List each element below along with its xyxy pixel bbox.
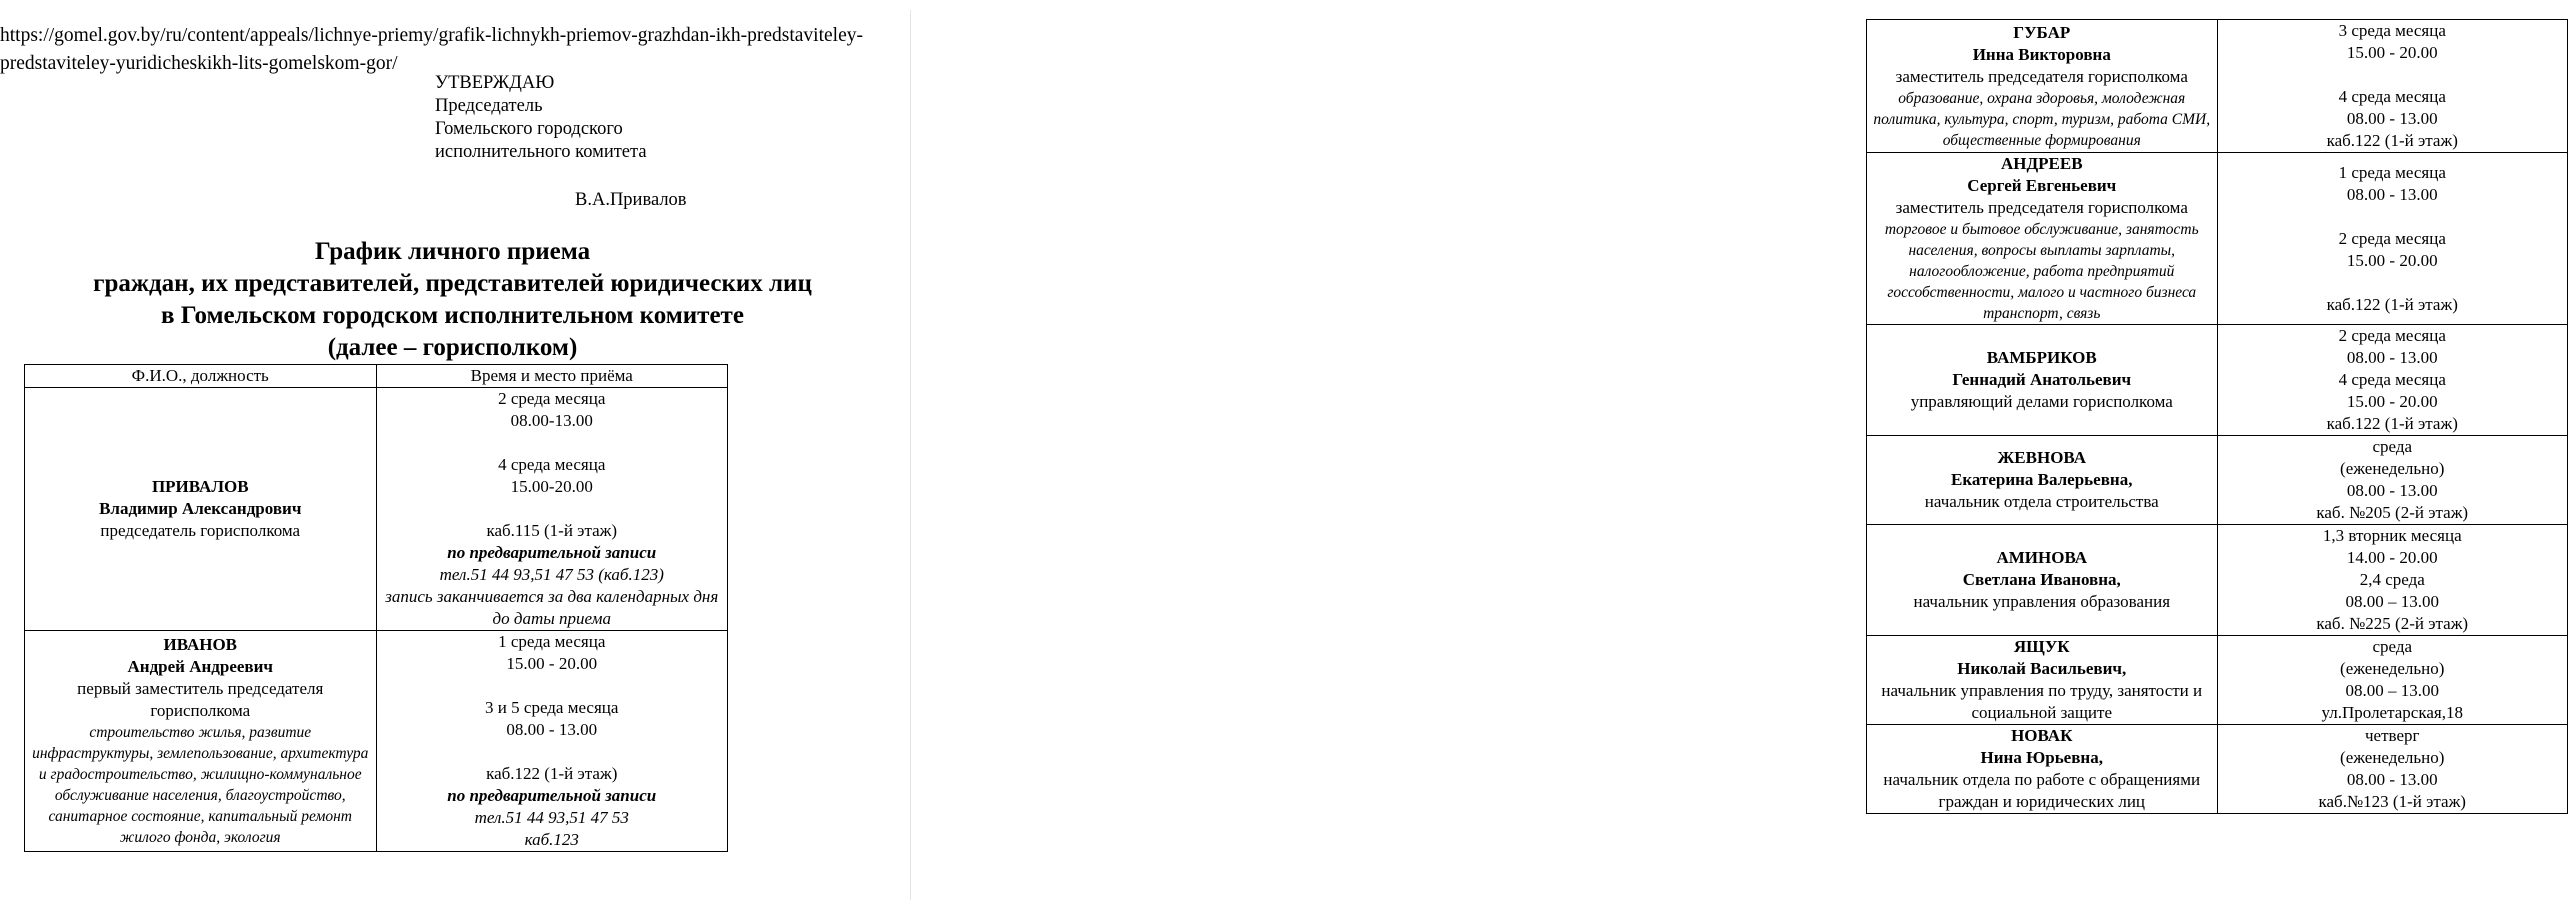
official-position: начальник управления по труду, занятости и социальной защите bbox=[1881, 681, 2203, 722]
official-cell bbox=[1867, 325, 2218, 436]
schedule-line: каб. №205 (2-й этаж) bbox=[2316, 503, 2469, 522]
official-duties: строительство жилья, развитие инфраструктуры, землепользование, архитектура и градостроительство, жилищно-коммунальное обслуживание населения, благоустройство, санитарное состояние, капитальный ремонт жилого фонда, экология bbox=[32, 724, 369, 846]
schedule-line: по предварительной записи bbox=[447, 786, 657, 805]
table-header-row bbox=[25, 365, 728, 388]
schedule-line: 08.00 - 13.00 bbox=[2346, 348, 2438, 367]
schedule-line: 3 и 5 среда месяца bbox=[485, 698, 619, 717]
schedule-line: ул.Пролетарская,18 bbox=[2321, 703, 2463, 722]
official-cell bbox=[25, 388, 377, 631]
schedule-table-right bbox=[1866, 19, 2568, 814]
schedule-line: каб. №225 (2-й этаж) bbox=[2316, 614, 2469, 633]
table-row bbox=[1867, 153, 2568, 325]
table-row bbox=[25, 631, 728, 852]
table-row bbox=[1867, 525, 2568, 636]
schedule-line: 15.00-20.00 bbox=[510, 477, 593, 496]
title-line: (далее – горисполком) bbox=[327, 334, 578, 361]
table-row bbox=[1867, 325, 2568, 436]
official-position: начальник отдела строительства bbox=[1924, 492, 2159, 511]
reception-cell bbox=[2217, 725, 2568, 814]
approval-block bbox=[435, 72, 647, 164]
official-cell bbox=[1867, 153, 2218, 325]
approval-line: исполнительного комитета bbox=[435, 142, 647, 162]
schedule-line: 08.00 - 13.00 bbox=[2346, 770, 2438, 789]
schedule-line: 2,4 среда bbox=[2359, 570, 2425, 589]
official-given-names: Нина Юрьевна, bbox=[1980, 748, 2103, 767]
schedule-line: 08.00 - 13.00 bbox=[2346, 481, 2438, 500]
schedule-line: каб.№123 (1-й этаж) bbox=[2318, 792, 2466, 811]
schedule-line: по предварительной записи bbox=[447, 543, 657, 562]
title-line: граждан, их представителей, представителей юридических лиц bbox=[93, 270, 812, 297]
official-surname: ЯЩУК bbox=[2013, 637, 2070, 656]
header-time-place: Время и место приёма bbox=[376, 365, 728, 388]
official-surname: ЖЕВНОВА bbox=[1997, 448, 2086, 467]
table-row bbox=[1867, 636, 2568, 725]
title-line: График личного приема bbox=[314, 238, 591, 265]
approval-line: Председатель bbox=[435, 96, 543, 116]
official-cell bbox=[25, 631, 377, 852]
official-surname: АМИНОВА bbox=[1996, 548, 2088, 567]
schedule-line: 1 среда месяца bbox=[2338, 162, 2446, 182]
schedule-line: каб.122 (1-й этаж) bbox=[2326, 414, 2458, 433]
table-row bbox=[1867, 20, 2568, 153]
schedule-line: 4 среда месяца bbox=[2338, 370, 2446, 389]
table-row bbox=[1867, 436, 2568, 525]
title-line: в Гомельском городском исполнительном комитете bbox=[161, 302, 744, 329]
reception-cell bbox=[376, 388, 728, 631]
official-position: председатель горисполкома bbox=[100, 521, 301, 540]
schedule-line: 2 среда месяца bbox=[498, 389, 606, 408]
official-surname: ВАМБРИКОВ bbox=[1986, 348, 2097, 367]
official-given-names: Светлана Ивановна, bbox=[1962, 570, 2121, 589]
table-row bbox=[25, 388, 728, 631]
header-name-position: Ф.И.О., должность bbox=[25, 365, 377, 388]
official-position: заместитель председателя горисполкома bbox=[1895, 66, 2188, 86]
official-position: управляющий делами горисполкома bbox=[1910, 392, 2173, 411]
schedule-spacer bbox=[2222, 206, 2564, 228]
official-position: первый заместитель председателя горисполкома bbox=[77, 679, 324, 720]
official-given-names: Геннадий Анатольевич bbox=[1952, 370, 2132, 389]
schedule-line: 4 среда месяца bbox=[2338, 87, 2446, 106]
page-divider bbox=[910, 10, 911, 900]
official-given-names: Андрей Андреевич bbox=[127, 657, 273, 676]
schedule-line: 08.00 - 13.00 bbox=[506, 720, 598, 739]
schedule-line: 3 среда месяца bbox=[2338, 21, 2446, 40]
schedule-line: (еженедельно) bbox=[2340, 459, 2445, 478]
schedule-line: 08.00 - 13.00 bbox=[2346, 184, 2438, 204]
official-cell bbox=[1867, 436, 2218, 525]
official-duties: торговое и бытовое обслуживание, занятость населения, вопросы выплаты зарплаты, налогообложение, работа предприятий госсобственности, малого и частного бизнеса транспорт, связь bbox=[1884, 221, 2199, 322]
schedule-spacer bbox=[381, 675, 724, 697]
schedule-line: (еженедельно) bbox=[2340, 659, 2445, 678]
schedule-spacer bbox=[381, 432, 724, 454]
reception-cell bbox=[2217, 325, 2568, 436]
schedule-spacer bbox=[381, 741, 724, 763]
official-given-names: Владимир Александрович bbox=[99, 499, 302, 518]
schedule-line: 1,3 вторник месяца bbox=[2322, 526, 2462, 545]
official-position: начальник управления образования bbox=[1913, 592, 2171, 611]
official-surname: НОВАК bbox=[2011, 726, 2073, 745]
official-surname: ИВАНОВ bbox=[163, 635, 238, 654]
schedule-line: 14.00 - 20.00 bbox=[2346, 548, 2438, 567]
reception-cell bbox=[2217, 636, 2568, 725]
schedule-line: 2 среда месяца bbox=[2338, 228, 2446, 248]
schedule-line: 1 среда месяца bbox=[498, 632, 606, 651]
schedule-line: 15.00 - 20.00 bbox=[2346, 392, 2438, 411]
schedule-line: среда bbox=[2372, 637, 2413, 656]
schedule-line: (еженедельно) bbox=[2340, 748, 2445, 767]
schedule-line: каб.115 (1-й этаж) bbox=[486, 521, 618, 540]
official-given-names: Инна Викторовна bbox=[1972, 44, 2111, 64]
schedule-line: 4 среда месяца bbox=[498, 455, 606, 474]
official-surname: ГУБАР bbox=[2013, 22, 2071, 42]
schedule-line: 2 среда месяца bbox=[2338, 326, 2446, 345]
schedule-line: каб.122 (1-й этаж) bbox=[486, 764, 618, 783]
official-position: начальник отдела по работе с обращениями граждан и юридических лиц bbox=[1883, 770, 2201, 811]
schedule-line: тел.51 44 93,51 47 53 (каб.123) bbox=[439, 565, 664, 584]
official-surname: АНДРЕЕВ bbox=[2000, 154, 2083, 173]
schedule-line: 08.00 – 13.00 bbox=[2345, 592, 2439, 611]
reception-cell bbox=[2217, 20, 2568, 153]
official-cell bbox=[1867, 725, 2218, 814]
approval-line: Гомельского городского bbox=[435, 119, 623, 139]
official-position: заместитель председателя горисполкома bbox=[1895, 198, 2188, 217]
schedule-line: 15.00 - 20.00 bbox=[2346, 43, 2438, 62]
reception-cell bbox=[376, 631, 728, 852]
schedule-line: каб.122 (1-й этаж) bbox=[2326, 131, 2458, 150]
schedule-line: каб.122 (1-й этаж) bbox=[2326, 294, 2458, 314]
official-cell bbox=[1867, 525, 2218, 636]
schedule-line: тел.51 44 93,51 47 53 bbox=[474, 808, 629, 827]
schedule-line: 08.00 – 13.00 bbox=[2345, 681, 2439, 700]
reception-cell bbox=[2217, 525, 2568, 636]
official-surname: ПРИВАЛОВ bbox=[151, 477, 249, 496]
schedule-line: 15.00 - 20.00 bbox=[2346, 250, 2438, 270]
source-url[interactable]: https://gomel.gov.by/ru/content/appeals/lichnye-priemy/grafik-lichnykh-priemov-grazhdan-ikh-predstaviteley-predstaviteley-yuridicheskikh-lits-gomelskom-gor/ bbox=[0, 25, 863, 74]
schedule-line: каб.123 bbox=[524, 830, 579, 849]
schedule-line: среда bbox=[2372, 437, 2413, 456]
schedule-line: запись заканчивается за два календарных дня до даты приема bbox=[385, 587, 719, 628]
schedule-table-left bbox=[24, 364, 728, 852]
approval-signer: В.А.Привалов bbox=[575, 190, 687, 210]
reception-cell bbox=[2217, 436, 2568, 525]
official-cell bbox=[1867, 636, 2218, 725]
table-row bbox=[1867, 725, 2568, 814]
official-given-names: Екатерина Валерьевна, bbox=[1951, 470, 2133, 489]
official-cell bbox=[1867, 20, 2218, 153]
official-given-names: Сергей Евгеньевич bbox=[1967, 176, 2117, 195]
official-given-names: Николай Васильевич, bbox=[1957, 659, 2127, 678]
schedule-line: 15.00 - 20.00 bbox=[506, 654, 598, 673]
schedule-line: 08.00-13.00 bbox=[510, 411, 593, 430]
schedule-line: четверг bbox=[2365, 726, 2420, 745]
schedule-line: 08.00 - 13.00 bbox=[2346, 109, 2438, 128]
official-duties: образование, охрана здоровья, молодежная политика, культура, спорт, туризм, работа СМИ, общественные формирования bbox=[1873, 89, 2211, 149]
reception-cell bbox=[2217, 153, 2568, 325]
schedule-spacer bbox=[2222, 64, 2564, 86]
schedule-spacer bbox=[2222, 272, 2564, 294]
schedule-spacer bbox=[381, 498, 724, 520]
document-title bbox=[0, 236, 905, 364]
approval-line: УТВЕРЖДАЮ bbox=[435, 73, 555, 93]
